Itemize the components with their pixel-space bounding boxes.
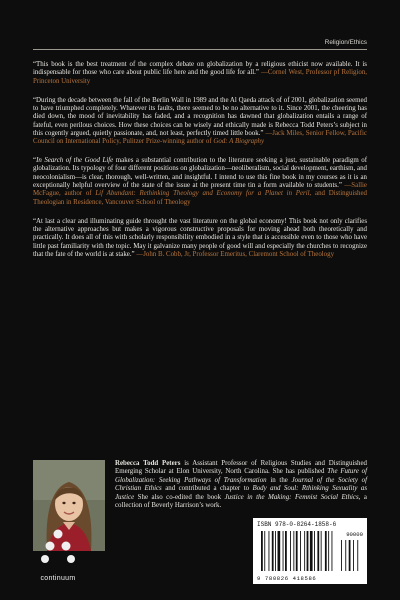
blurb-attribution: —Jack Miles, Senior Fellow, Pacific Council on International Policy, Pulitzer Prize-winning author of xyxy=(33,129,367,146)
author-name: Rebecca Todd Peters xyxy=(115,460,181,467)
category-label: Religion/Ethics xyxy=(324,39,367,46)
blurbs-section xyxy=(33,61,367,270)
blurb-sallie-mcfague xyxy=(33,157,367,207)
bio-text: is Assistant Professor of Religious Studies and Distinguished Emerging Scholar at Elon University, North Carolina. She has published xyxy=(115,460,367,476)
isbn-label: ISBN 978-0-8264-1858-6 xyxy=(257,521,337,528)
bio-text: and contributed a chapter to xyxy=(161,485,253,493)
isbn-barcode xyxy=(253,518,367,584)
header-divider xyxy=(33,49,367,50)
blurb-attribution-book-title: God: A Biography xyxy=(213,138,265,146)
blurb-cornel-west xyxy=(33,61,367,86)
blurb-attribution: —Sallie McFague, author of xyxy=(33,182,367,198)
bio-title: Body and Soul: Rthinking Sexuality as Justice xyxy=(115,485,368,501)
blurb-attribution-book-title: Lif Abundant: Rethinking Theology and Economy for a Planet in Peril xyxy=(95,190,310,198)
blurb-quote: “At last a clear and illuminating guide throught the vast literature on the global economy! This book not only clarifies the alternative approaches but makes a vigorous constructive proposals for moving ahead both theoretically and practically. It does all of this with scholarly responsibility embodied in a style that is accessible even to those who have little past familiarity with the topic. May it galvanize many people of good will and especially the churches to recognize that the fate of the world is at stake.” xyxy=(33,217,367,259)
bio-title: The Future of Globalization: Seeking Pathways of Transformation xyxy=(115,468,367,484)
bio-text: in the xyxy=(266,476,292,484)
blurb-attribution: —Cornel West, Professor pf Religion, Princeton University xyxy=(33,69,367,85)
blurb-quote: “This book is the best treatment of the complex debate on globalization by a religious ethicist now available. It is indispensable for those who care about public life here and the good life for all.” xyxy=(33,61,367,77)
blurb-john-cobb xyxy=(33,218,367,260)
blurb-attribution-end: , and Distinguished Theologian in Residence, Vancouver School of Theology xyxy=(33,190,367,206)
bio-title: Justice in the Making: Femnist Social Ethics, xyxy=(224,493,361,501)
blurb-jack-miles xyxy=(33,97,367,147)
bio-title: Journal of the Society of Christian Ethics xyxy=(115,476,367,493)
blurb-quote-open: “ xyxy=(33,157,37,165)
ean-number: 9 780826 418586 xyxy=(257,575,317,582)
publisher-logo xyxy=(28,528,88,582)
publisher-name: continuum xyxy=(40,575,76,582)
blurb-attribution: —John B. Cobb, Jr, Professor Emeritus, Claremont School of Theology xyxy=(134,251,335,259)
author-bio xyxy=(115,460,367,510)
blurb-quote: “During the decade between the fall of the Berlin Wall in 1989 and the Al Qaeda attack of of 2001, globalization seemed to have triumphed completely. Whatever its faults, there seemed to be no alternative to it. Since 2001, the cheering has died down, the mood of inevitability has faded, and a recognition has dawned that globalization entails a range of fateful, even perilous choices. How these choices can be wisely and ethically made is Rebecca Todd Peters’s subject in this cogently argued, quietly passionate, and, not least, perfectly timed little book.” xyxy=(33,96,367,137)
continuum-logo-icon xyxy=(41,528,75,568)
price-code: 90000 xyxy=(346,531,363,538)
bio-text: She also co-edited the book xyxy=(134,493,225,501)
blurb-book-title: In Search of the Good Life xyxy=(36,157,114,165)
bio-text: a collection of Beverly Harrison’s work. xyxy=(115,493,367,510)
blurb-quote: makes a substantial contribution to the literature seeking a just, sustainable paradigm of globalization. Its typology of four different positions on globalization—neoliberalism, social development, earthism, and neocolonialism—is clear, thorough, well-written, and insightful. I intend to use this fine book in my courses as it is an exceptionally helpful overview of the state of the issue at the present time tin a form available to students.” xyxy=(33,157,367,190)
